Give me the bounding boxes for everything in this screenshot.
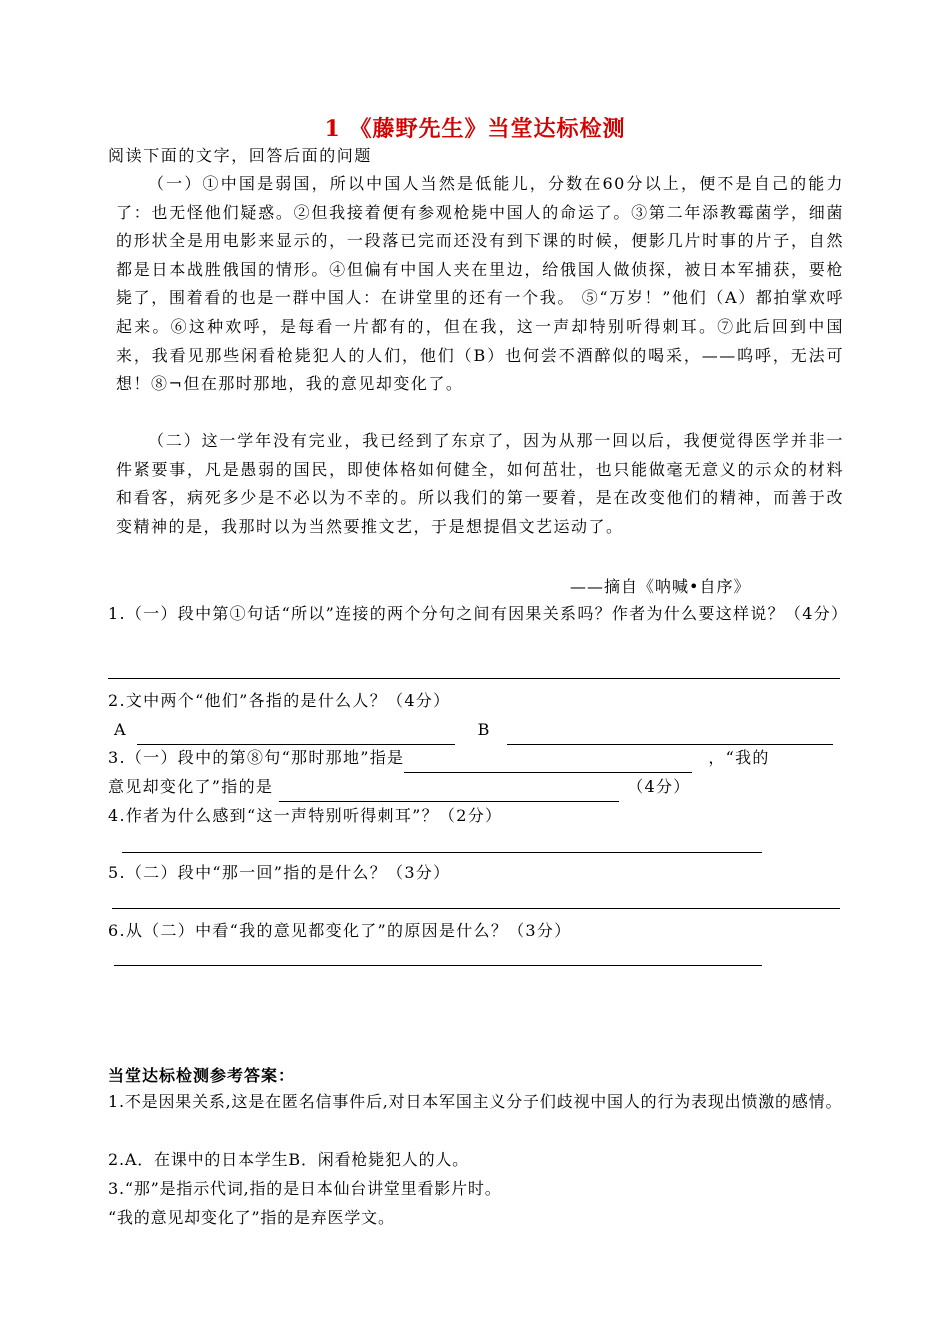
passage-paragraph-2: （二）这一学年没有完业，我已经到了东京了，因为从那一回以后，我便觉得医学并非一件紧要事，凡是愚弱的国民，即使体格如何健全，如何茁壮，也只能做毫无意义的示众的材料和看客，病死多少是不必以为不幸的。所以我们的第一要着，是在改变他们的精神，而善于改变精神的是，我那时以为当然要推文艺，于是想提倡文艺运动了。 [116,431,844,536]
question-6: 6.从（二）中看“我的意见都变化了”的原因是什么？（3分） [108,921,572,940]
answer-line-1[interactable] [108,678,840,679]
question-2-label-a: A [114,720,127,739]
answer-3: 3.“那”是指示代词,指的是日本仙台讲堂里看影片时。 [108,1179,502,1198]
instruction-text: 阅读下面的文字，回答后面的问题 [108,146,373,165]
answer-1: 1.不是因果关系,这是在匿名信事件后,对日本军国主义分子们歧视中国人的行为表现出愤激的感情。 [108,1092,843,1111]
question-3-continued [108,773,843,802]
answers-title: 当堂达标检测参考答案： [108,1066,296,1085]
passage-source: ——摘自《呐喊•自序》 [570,577,751,596]
question-2-label-b: B [477,720,491,739]
question-1: 1.（一）段中第①句话“所以”连接的两个分句之间有因果关系吗？作者为什么要这样说？（4分） [108,604,849,623]
question-4: 4.作者为什么感到“这一声特别听得刺耳”？（2分） [108,806,503,825]
answer-blank-2b[interactable] [507,726,833,745]
answer-2: 2.A．在课中的日本学生B．闲看枪毙犯人的人。 [108,1150,469,1169]
answer-3-continued: “我的意见却变化了”指的是弃医学文。 [108,1208,395,1227]
question-3 [108,744,843,773]
answer-blank-3a[interactable] [404,754,692,773]
question-3-text-d: （4分） [627,777,691,796]
question-2: 2.文中两个“他们”各指的是什么人？（4分） [108,691,451,710]
answer-blank-2a[interactable] [137,726,455,745]
answer-line-5[interactable] [112,908,840,909]
question-3-text-b: ，“我的 [708,748,770,767]
answer-line-4[interactable] [122,852,762,853]
answer-line-6[interactable] [114,965,762,966]
answer-blank-3b[interactable] [279,783,619,802]
question-5: 5.（二）段中“那一回”指的是什么？（3分） [108,863,451,882]
page-title: 1 《藤野先生》当堂达标检测 [324,116,626,142]
question-3-text-a: 3.（一）段中的第⑧句“那时那地”指是 [108,748,405,767]
question-3-text-c: 意见却变化了”指的是 [108,777,274,796]
question-2-blanks [114,716,849,745]
passage-paragraph-1: （一）①中国是弱国，所以中国人当然是低能儿，分数在60分以上，便不是自己的能力了：也无怪他们疑惑。②但我接着便有参观枪毙中国人的命运了。③第二年添教霉菌学，细菌的形状全是用电影来显示的，一段落已完而还没有到下课的时候，便影几片时事的片子，自然都是日本战胜俄国的情形。④但偏有中国人夹在里边，给俄国人做侦探，被日本军捕获，要枪毙了，围着看的也是一群中国人：在讲堂里的还有一个我。 ⑤“万岁！”他们（A）都拍掌欢呼起来。⑥这种欢呼，是每看一片都有的，但在我，这一声却特别听得刺耳。⑦此后回到中国来，我看见那些闲看枪毙犯人的人们，他们（B）也何尝不酒醉似的喝采，——呜呼，无法可想！⑧¬但在那时那地，我的意见却变化了。 [116,174,844,394]
